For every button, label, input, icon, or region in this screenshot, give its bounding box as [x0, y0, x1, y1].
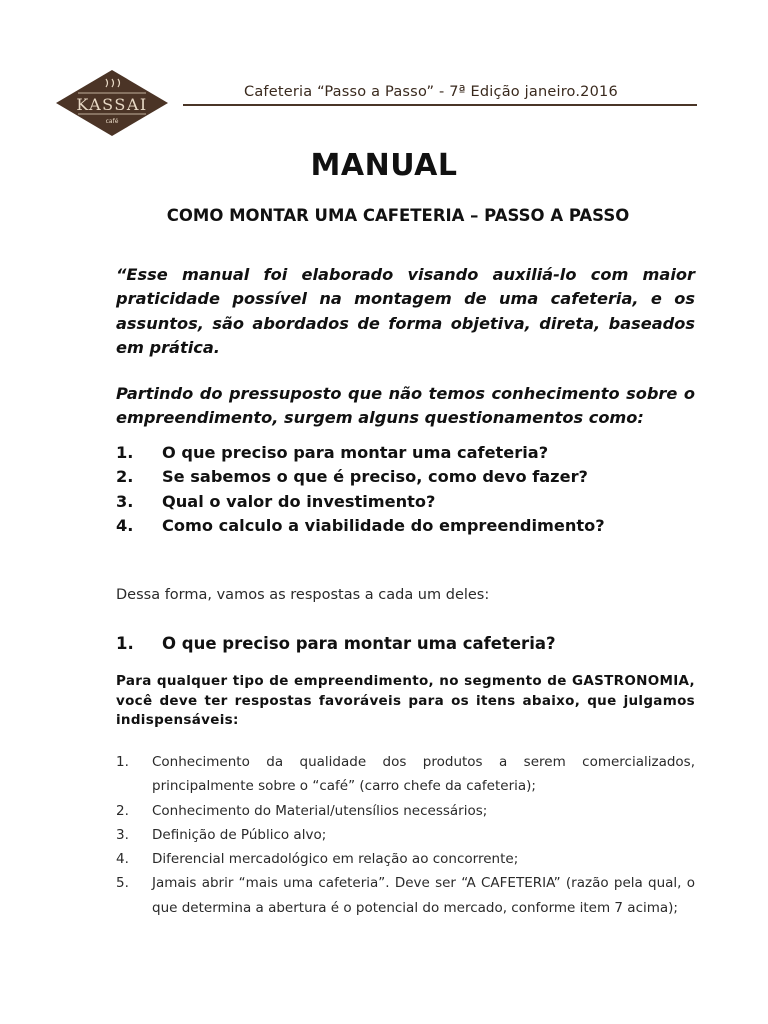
document-title: MANUAL	[310, 148, 458, 183]
question-text: Qual o valor do investimento?	[162, 491, 436, 511]
question-number: 4.	[116, 515, 134, 535]
kassai-cafe-logo	[56, 70, 168, 136]
question-number: 3.	[116, 491, 134, 511]
transition-text: Dessa forma, vamos as respostas a cada um deles:	[116, 587, 490, 603]
intro-paragraph: Partindo do pressuposto que não temos conhecimento sobre o empreendimento, surgem alguns questionamentos como:	[116, 384, 695, 427]
requirement-number: 3.	[116, 826, 129, 843]
requirement-text: Diferencial mercadológico em relação ao concorrente;	[152, 851, 519, 868]
requirements-list	[116, 750, 695, 920]
question-item	[116, 465, 706, 489]
question-text: O que preciso para montar uma cafeteria?	[162, 443, 549, 462]
header-divider	[183, 104, 697, 106]
question-item	[116, 441, 706, 465]
requirement-item	[116, 871, 695, 920]
intro-quote: “Esse manual foi elaborado visando auxiliá-lo com maior praticidade possível na montagem de uma cafeteria, e os assuntos, são abordados de forma objetiva, direta, baseados em prática.	[116, 265, 695, 357]
requirement-number: 2.	[116, 802, 129, 819]
requirement-number: 5.	[116, 875, 129, 892]
question-text: Se sabemos o que é preciso, como devo fazer?	[162, 467, 588, 487]
requirement-item	[116, 799, 695, 823]
question-number: 2.	[116, 467, 134, 487]
logo-brand-text: KASSAI	[76, 95, 148, 114]
section-heading	[116, 634, 706, 653]
question-item	[116, 490, 706, 514]
questions-list	[116, 441, 706, 538]
document-subtitle: COMO MONTAR UMA CAFETERIA – PASSO A PASSO	[166, 206, 630, 225]
requirement-item	[116, 750, 695, 799]
section-heading-text: O que preciso para montar uma cafeteria?	[162, 634, 556, 653]
requirement-item	[116, 847, 695, 871]
requirement-text: Definição de Público alvo;	[152, 826, 327, 843]
requirement-text: Jamais abrir “mais uma cafeteria”. Deve ser “A CAFETERIA” (razão pela qual, o que determina a abertura é o potencial do mercado, conforme item 7 acima);	[152, 875, 695, 916]
header-title: Cafeteria “Passo a Passo” - 7ª Edição janeiro.2016	[244, 84, 618, 100]
section-number: 1.	[116, 634, 134, 653]
requirement-item	[116, 823, 695, 847]
requirement-text: Conhecimento do Material/utensílios necessários;	[152, 802, 488, 819]
logo-sub-text: café	[105, 118, 119, 125]
requirement-number: 1.	[116, 754, 129, 770]
requirement-text: Conhecimento da qualidade dos produtos a serem comercializados, principalmente sobre o “café” (carro chefe da cafeteria);	[152, 754, 695, 795]
question-text: Como calculo a viabilidade do empreendimento?	[162, 515, 605, 535]
section-intro: Para qualquer tipo de empreendimento, no segmento de GASTRONOMIA, você deve ter respostas favoráveis para os itens abaixo, que julgamos indispensáveis:	[116, 673, 695, 728]
requirement-number: 4.	[116, 851, 129, 868]
question-item	[116, 514, 706, 538]
question-number: 1.	[116, 443, 134, 462]
